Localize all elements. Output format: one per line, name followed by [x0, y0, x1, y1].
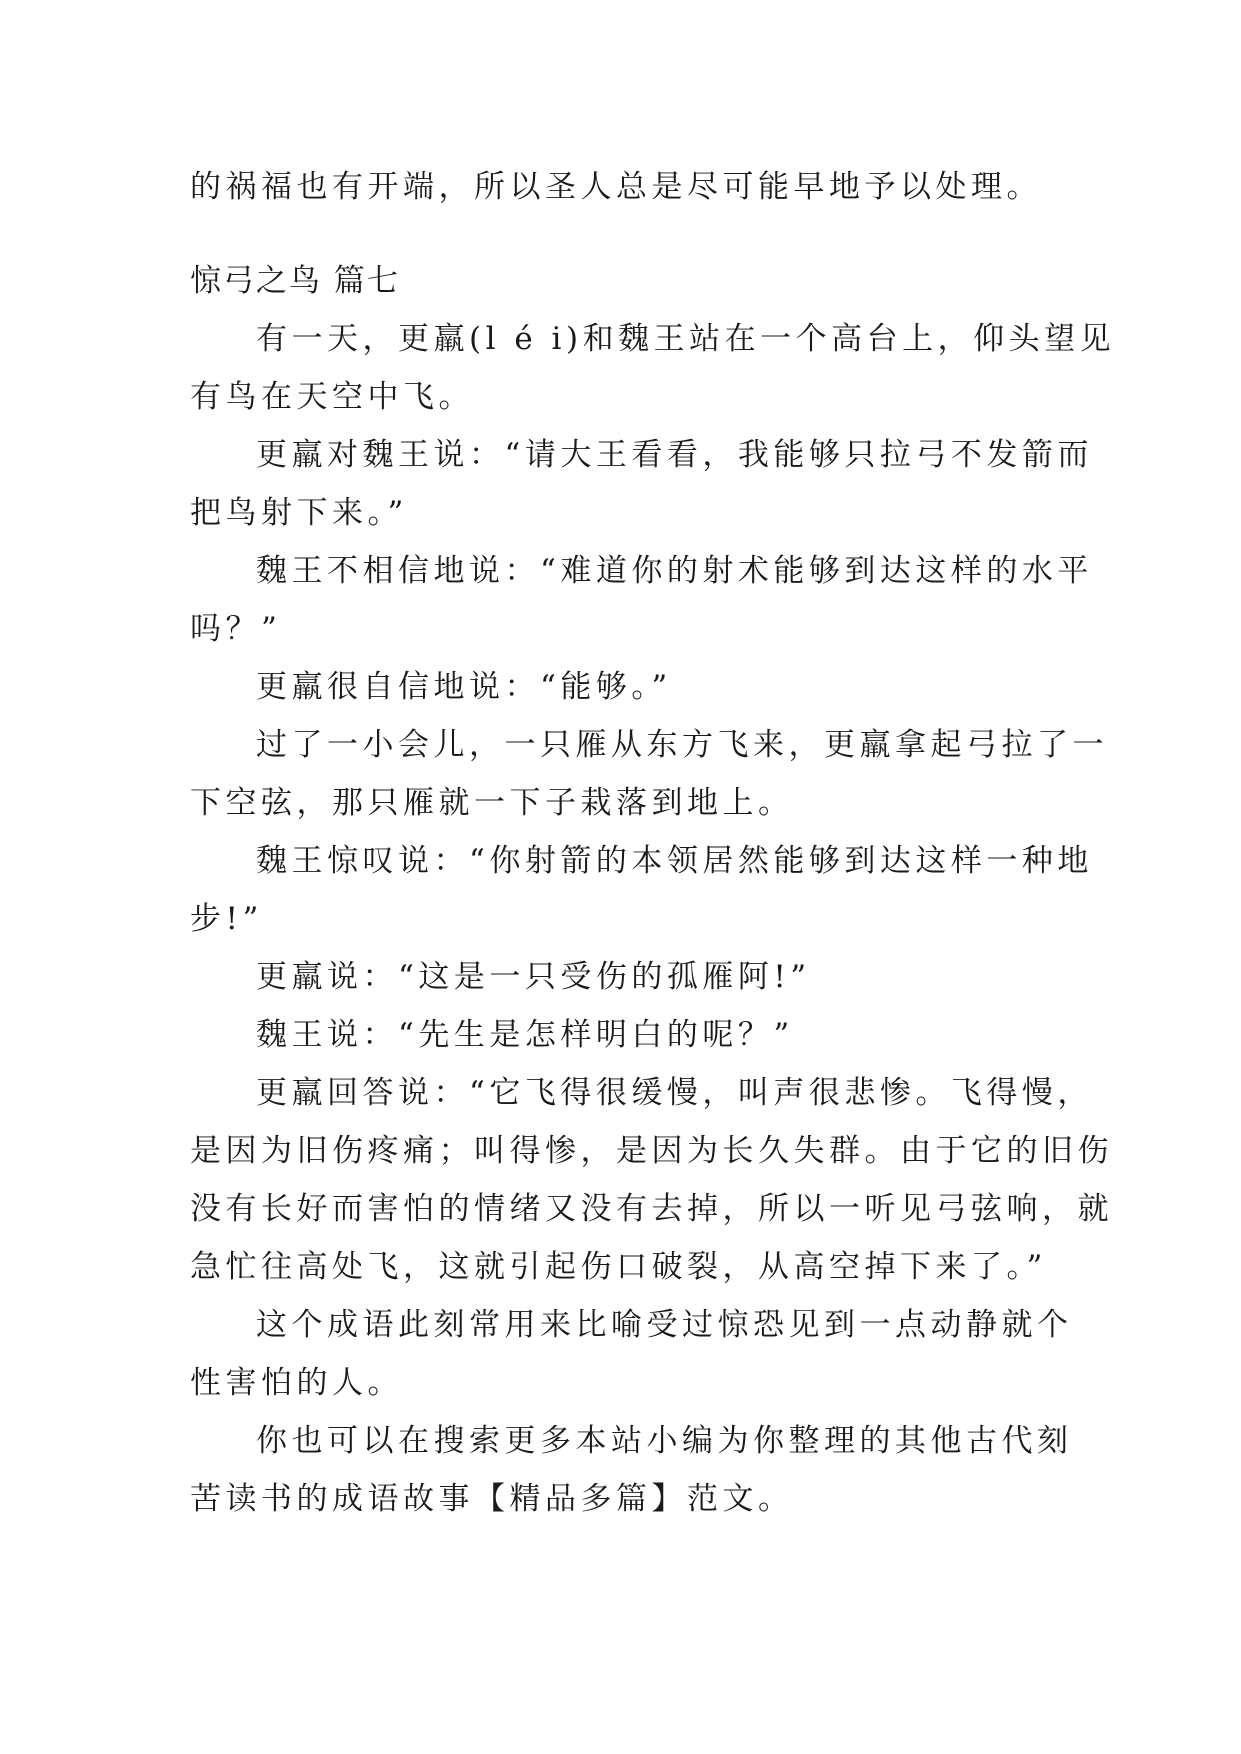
- paragraph-list: [190, 310, 1116, 1528]
- paragraph-line: 更羸对魏王说：“请大王看看，我能够只拉弓不发箭而: [256, 437, 1093, 473]
- paragraph: [190, 1064, 1113, 1296]
- document-body: [190, 158, 1116, 1528]
- paragraph-line: 步!”: [190, 901, 263, 937]
- paragraph-line: 过了一小会儿，一只雁从东方飞来，更羸拿起弓拉了一: [256, 727, 1108, 763]
- paragraph-line: 吗？”: [190, 611, 282, 647]
- paragraph: [190, 1412, 1073, 1528]
- paragraph: [190, 716, 1108, 832]
- paragraph: [190, 542, 1093, 658]
- paragraph-line: 苦读书的成语故事【精品多篇】范文。: [190, 1481, 794, 1517]
- paragraph-line: 更羸说：“这是一只受伤的孤雁阿!”: [256, 959, 811, 995]
- paragraph: [190, 1006, 1070, 1064]
- intro-line: 的祸福也有开端，所以圣人总是尽可能早地予以处理。: [190, 169, 1042, 205]
- paragraph-line: 性害怕的人。: [190, 1365, 403, 1401]
- paragraph-line: 把鸟射下来。”: [190, 495, 408, 531]
- paragraph-line: 魏王不相信地说：“难道你的射术能够到达这样的水平: [256, 553, 1093, 589]
- paragraph-line: 更羸很自信地说：“能够。”: [256, 669, 672, 705]
- paragraph-line: 有鸟在天空中飞。: [190, 379, 474, 415]
- paragraph-line: 没有长好而害怕的情绪又没有去掉，所以一听见弓弦响，就: [190, 1191, 1113, 1227]
- paragraph-line: 更羸回答说：“它飞得很缓慢，叫声很悲惨。飞得慢，: [256, 1075, 1093, 1111]
- paragraph: [190, 658, 1070, 716]
- paragraph-line: 下空弦，那只雁就一下子栽落到地上。: [190, 785, 794, 821]
- paragraph-line: 这个成语此刻常用来比喻受过惊恐见到一点动静就个: [256, 1307, 1073, 1343]
- paragraph-line: 急忙往高处飞，这就引起伤口破裂，从高空掉下来了。”: [190, 1249, 1047, 1285]
- section-title: 惊弓之鸟 篇七: [190, 263, 400, 299]
- paragraph-line: 你也可以在搜索更多本站小编为你整理的其他古代刻: [256, 1423, 1073, 1459]
- paragraph-line: 是因为旧伤疼痛；叫得惨，是因为长久失群。由于它的旧伤: [190, 1133, 1113, 1169]
- paragraph: [190, 832, 1093, 948]
- paragraph: [190, 1296, 1073, 1412]
- paragraph: [190, 426, 1093, 542]
- paragraph-line: 魏王说：“先生是怎样明白的呢？”: [256, 1017, 794, 1053]
- paragraph-line: 魏王惊叹说：“你射箭的本领居然能够到达这样一种地: [256, 843, 1093, 879]
- paragraph-line: 有一天，更羸(l é i)和魏王站在一个高台上，仰头望见: [256, 321, 1116, 357]
- paragraph: [190, 310, 1116, 426]
- paragraph: [190, 948, 1070, 1006]
